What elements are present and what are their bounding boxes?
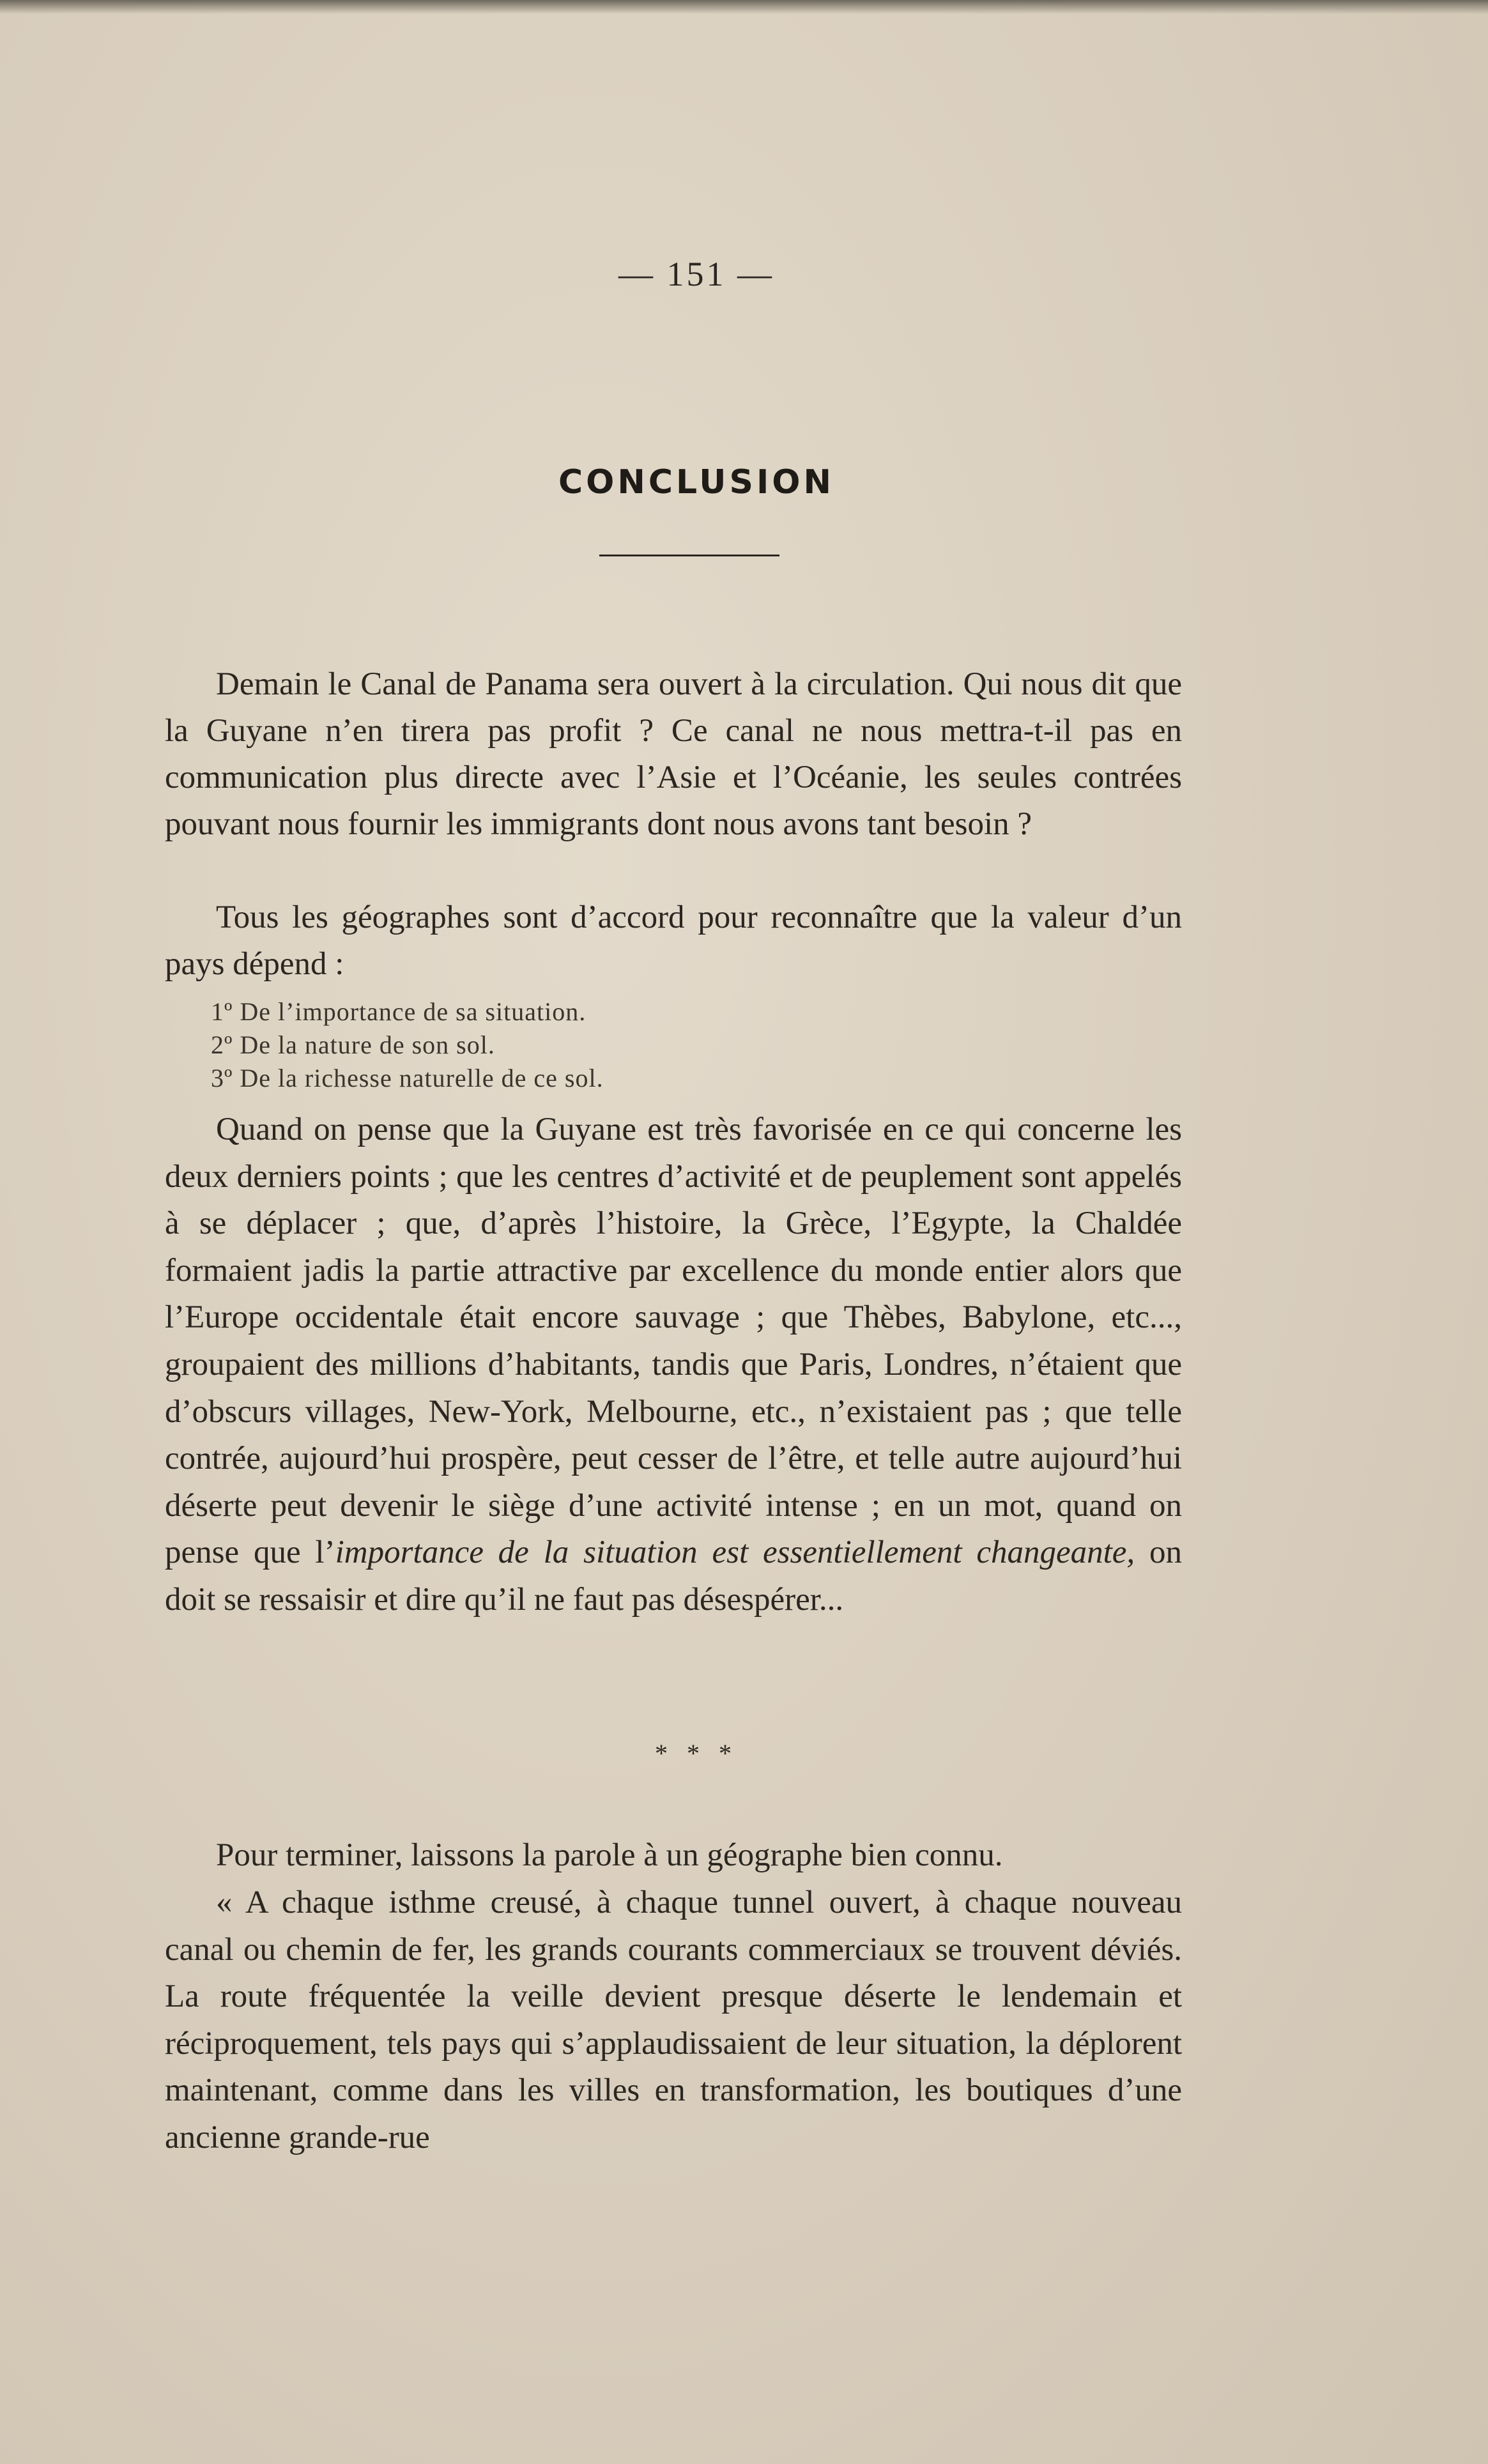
page-top-edge [0, 0, 1488, 14]
paragraph-text-italic: importance de la situation est essentiellement changeante, [335, 1534, 1135, 1571]
paragraph-text-end: on doit se ressaisir et dire qu’il ne faut pas désespérer... [165, 1534, 1182, 1618]
paragraph-text-start: Quand on pense que la Guyane est très favorisée en ce qui concerne les deux derniers points ; que les centres d’activité et de peuplement sont appelés à se déplacer ; que, d’après l’histoire, la Grèce, l’Egypte, la Chaldée formaient jadis la partie attractive par excellence du monde entier alors que l’Europe occidentale était encore sauvage ; que Thèbes, Babylone, etc..., groupaient des millions d’habitants, tandis que Paris, Londres, n’étaient que d’obscurs villages, New-York, Melbourne, etc., n’existaient pas ; que telle contrée, aujourd’hui prospère, peut cesser de l’être, et telle autre aujourd’hui déserte peut devenir le siège d’une activité intense ; en un mot, quand on pense que l’ [165, 1112, 1182, 1571]
separator-asterisks: * * * [655, 1739, 738, 1768]
value-criteria-list [211, 995, 1169, 1095]
paragraph-text: Demain le Canal de Panama sera ouvert à la circulation. Qui nous dit que la Guyane n’en tirera pas profit ? Ce canal ne nous mettra-t-il pas en communication plus directe avec l’Asie et l’Océanie, les seules contrées pouvant nous fournir les immigrants dont nous avons tant besoin ? [165, 666, 1182, 842]
section-separator [0, 1739, 1393, 1768]
heading-rule [599, 555, 779, 556]
page-number: — 151 — [618, 255, 774, 293]
paragraph-geographes [165, 894, 1182, 988]
paragraph-quote [165, 1879, 1182, 2162]
paragraph-text: Pour terminer, laissons la parole à un géographe bien connu. [216, 1837, 1003, 1873]
page-heading: CONCLUSION [558, 463, 835, 501]
list-item: 2º De la nature de son sol. [211, 1030, 495, 1059]
list-item: 3º De la richesse naturelle de ce sol. [211, 1064, 604, 1092]
paragraph-text: « A chaque isthme creusé, à chaque tunnel ouvert, à chaque nouveau canal ou chemin de fer, les grands courants commerciaux se trouvent déviés. La route fréquentée la veille devient presque déserte le lendemain et réciproquement, tels pays qui s’applaudissaient de leur situation, la déplorent maintenant, comme dans les villes en transformation, les boutiques d’une ancienne grande-rue [165, 1885, 1182, 2155]
list-item: 1º De l’importance de sa situation. [211, 997, 587, 1026]
paragraph-text: Tous les géographes sont d’accord pour reconnaître que la valeur d’un pays dépend : [165, 899, 1182, 982]
paragraph-terminer [165, 1832, 1182, 1879]
paragraph-text [165, 1106, 1182, 1624]
paragraph-panama [165, 661, 1182, 848]
paragraph-guyane [165, 1106, 1182, 1624]
